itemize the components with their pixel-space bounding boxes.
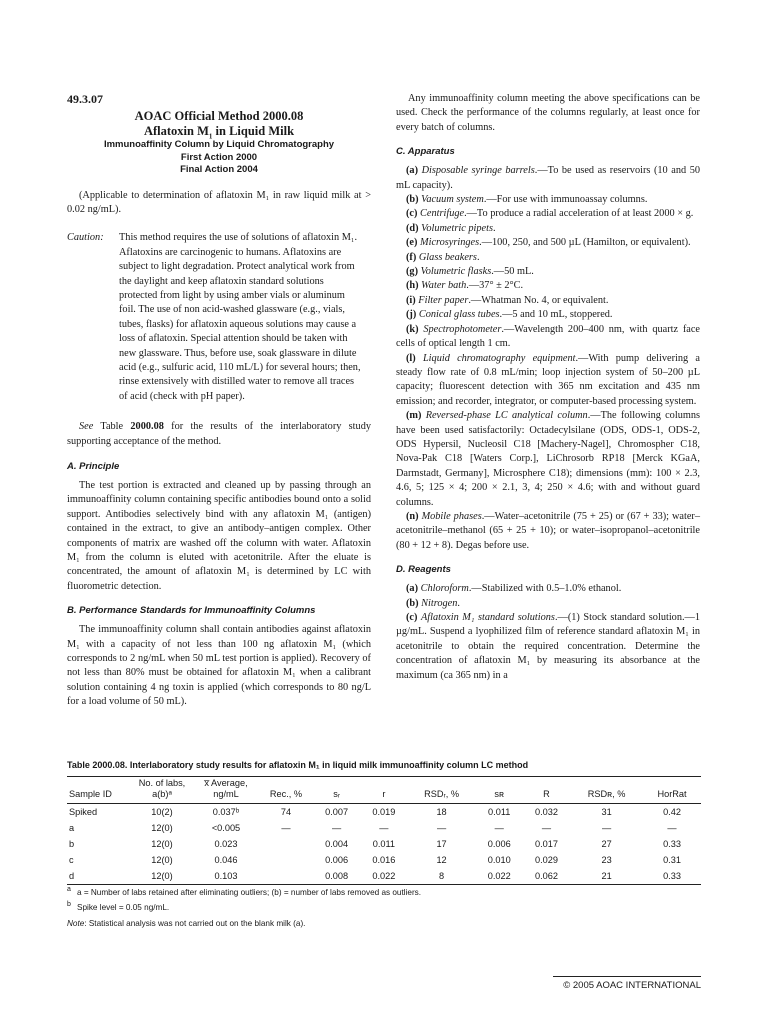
reagent-item-a: (a) Chloroform.—Stabilized with 0.5–1.0% ethanol. <box>406 583 622 595</box>
table-footnotes <box>67 887 701 930</box>
table-cell: 12(0) <box>151 823 173 833</box>
apparatus-item-h: (h) Water bath.—37° ± 2°C. <box>406 280 524 292</box>
copyright: © 2005 AOAC INTERNATIONAL <box>563 980 701 991</box>
table-cell: 0.33 <box>663 839 681 849</box>
apparatus-item-e: (e) Microsyringes.—100, 250, and 500 µL (Hamilton, or equivalent). <box>406 237 691 249</box>
table-cell: 0.33 <box>663 871 681 881</box>
table-cell: c <box>69 855 74 865</box>
table-cell: 0.046 <box>214 855 238 865</box>
table-header-row <box>67 777 701 804</box>
right-column <box>396 92 700 683</box>
apparatus-item-m: (m) Reversed-phase LC analytical column.—The following columns have been used satisfactorily: Octadecylsilane (ODS, ODS-1, ODS-2, ODS Hypersil, Nucleosil C18 [Machery-Nagel], Chromospher C18, Nova-Pak C18 [Waters Corp.], LiChrosorb RP18 [Merck KGaA, Darmstadt, Germany], Microsphere C18); dimensions (mm): 100 × 2.3, 4.6, 5; 125 × 4; 200 × 2.1, 3, 4; 250 × 4.6; with and without guard columns. <box>396 410 701 508</box>
header-R: R <box>543 789 550 799</box>
table-cell: 0.010 <box>487 855 511 865</box>
header-sr: sᵣ <box>333 789 341 799</box>
table-cell: 12(0) <box>151 839 173 849</box>
table-cell: 0.019 <box>372 807 396 817</box>
table-cell: — <box>281 823 291 833</box>
header-rsdr: RSDᵣ, % <box>424 789 459 799</box>
caution-text: This method requires the use of solutions of aflatoxin M₁. Aflatoxins are carcinogenic to humans. Aflatoxins are subject to light degradation. Protect analytical work from the daylight and keep aflatoxin standard solutions protected from light by using amber vials or aluminum foil. The use of non acid-washed glassware (e.g., vials, tubes, flasks) for aflatoxin aqueous solutions may cause a loss of aflatoxin. Special attention should be taken with new glassware. Thus, before use, soak glassware in dilute acid (e.g., sulfuric acid, 110 mL/L) for several hours; then, rinse extensively with distilled water to remove all traces of acid (check with pH paper). <box>119 232 361 402</box>
table-cell: a <box>69 823 75 833</box>
performance-text: The immunoaffinity column shall contain antibodies against aflatoxin M₁ with a capacity of not less than 100 ng aflatoxin M₁ (which corresponds to 2 ng/mL when 50 mL test portion is applied). Recovery of not less than 80% must be obtained for aflatoxin M₁ when a calibrant solution containing 4 ng toxin is applied (which corresponds to 80 ng/L for a load volume of 50 mL). <box>67 624 371 708</box>
table-cell: — <box>332 823 342 833</box>
table-row <box>67 804 701 821</box>
table-cell: 8 <box>438 871 445 881</box>
apparatus-item-k: (k) Spectrophotometer.—Wavelength 200–400 nm, with quartz face cells of optical length 1 cm. <box>396 323 700 350</box>
table-cell: d <box>69 871 75 881</box>
final-action: Final Action 2004 <box>180 164 258 175</box>
reagents-list <box>396 582 700 683</box>
table-cell: 0.032 <box>534 807 558 817</box>
table-row <box>67 820 701 836</box>
performance-heading: B. Performance Standards for Immunoaffinity Columns <box>67 605 316 617</box>
table-cell: 0.103 <box>214 871 238 881</box>
reagent-item-c: (c) Aflatoxin M₁ standard solutions.—(1) Stock standard solution.—1 µg/mL. Suspend a lyophilized film of reference standard aflatoxin M₁ in acetonitrile to obtain the required concentration. Determine the concentration of aflatoxin M₁ by measuring its absorbance at the maximum (ca 365 nm) in a <box>396 612 700 681</box>
table-cell: 0.004 <box>325 839 349 849</box>
header-average: x̅ Average, ng/mL <box>204 778 248 799</box>
table-cell: 27 <box>601 839 612 849</box>
reagents-heading: D. Reagents <box>396 564 451 576</box>
apparatus-item-l: (l) Liquid chromatography equipment.—With pump delivering a steady flow rate of 0.8 mL/min; loop injection system of 50–200 µL capacity; fluorescent detection with 365 nm excitation and 435 nm emission; and recorder, integrator, or computer-based processing system. <box>396 352 700 407</box>
table-cell: 21 <box>601 871 612 881</box>
table-cell: 0.062 <box>534 871 558 881</box>
table-cell: — <box>436 823 447 833</box>
table-note: Note: Statistical analysis was not carried out on the blank milk (a). <box>67 919 306 928</box>
table-cell: — <box>541 823 552 833</box>
apparatus-item-j: (j) Conical glass tubes.—5 and 10 mL, stoppered. <box>406 309 613 321</box>
footnote-a: a a = Number of labs retained after eliminating outliers; (b) = number of labs removed as outliers. <box>67 886 422 897</box>
method-subtitle: Immunoaffinity Column by Liquid Chromatography <box>103 139 335 150</box>
table-cell: — <box>667 823 677 833</box>
table-cell: 0.017 <box>534 839 558 849</box>
apparatus-list <box>396 164 700 553</box>
table-cell: 74 <box>280 807 292 817</box>
table-cell: 0.006 <box>325 855 349 865</box>
caution-label: Caution: <box>67 232 104 244</box>
table-row <box>67 852 701 868</box>
apparatus-item-f: (f) Glass beakers. <box>406 251 480 263</box>
table-cell: 18 <box>436 807 447 817</box>
table-cell: 10(2) <box>151 807 173 817</box>
column-spec-text: Any immunoaffinity column meeting the above specifications can be used. Check the performance of the columns regularly, at least once for every batch of columns. <box>396 93 700 133</box>
header-r: r <box>382 789 386 799</box>
table-cell: <0.005 <box>211 823 241 833</box>
applicability-text: (Applicable to determination of aflatoxin M₁ in raw liquid milk at > 0.02 ng/mL). <box>67 189 371 215</box>
table-cell: 0.31 <box>663 855 681 865</box>
header-recovery: Rec., % <box>269 789 303 799</box>
table-cell: Spiked <box>69 807 98 817</box>
apparatus-item-n: (n) Mobile phases.—Water–acetonitrile (75 + 25) or (67 + 33); water–acetonitrile–methanol (65 + 25 + 10); or water–isopropanol–acetonitrile (80 + 12 + 8). Degas before use. <box>396 510 700 551</box>
table-cell: — <box>601 823 612 833</box>
section-number: 49.3.07 <box>67 92 103 106</box>
table-cell: 0.006 <box>487 839 511 849</box>
analyte-title: Aflatoxin $M_1$ in Liquid Milk <box>143 124 295 141</box>
caution-block <box>67 231 371 404</box>
table-cell: 0.029 <box>534 855 558 865</box>
header-sR: sʀ <box>494 789 504 799</box>
principle-text: The test portion is extracted and cleaned up by passing through an immunoaffinity column containing specific antibodies bound onto a solid support. Antibodies selectively bind with any aflatoxin M₁ (antigen) contained in the extract, to give an antibody–antigen complex. Other components of matrix are washed off the column with water. Aflatoxin M₁ from the column is eluted with acetonitrile. After the eluate is concentrated, the amount of aflatoxin M₁ is determined by LC with fluorometric detection. <box>67 480 371 592</box>
table-cell: 0.42 <box>663 807 681 817</box>
apparatus-item-c: (c) Centrifuge.—To produce a radial acceleration of at least 2000 × g. <box>406 208 694 220</box>
table-row <box>67 868 701 885</box>
table-row <box>67 836 701 852</box>
table-cell: — <box>494 823 504 833</box>
table-cell: 0.037ᵇ <box>212 807 240 817</box>
apparatus-item-b: (b) Vacuum system.—For use with immunoassay columns. <box>406 194 648 206</box>
table-cell: 12(0) <box>151 855 173 865</box>
table-cell: 31 <box>601 807 612 817</box>
left-column <box>67 92 371 710</box>
apparatus-item-i: (i) Filter paper.—Whatman No. 4, or equivalent. <box>406 294 609 306</box>
reagent-item-b: (b) Nitrogen. <box>406 597 460 609</box>
apparatus-item-d: (d) Volumetric pipets. <box>406 222 496 234</box>
header-rsdR: RSDʀ, % <box>587 789 626 799</box>
table-cell: 0.007 <box>325 807 349 817</box>
see-table-text: See Table 2000.08 for the results of the interlaboratory study supporting acceptance of the method. <box>67 421 371 447</box>
first-action: First Action 2000 <box>180 151 258 163</box>
footer-rule <box>553 976 701 977</box>
apparatus-item-g: (g) Volumetric flasks.—50 mL. <box>406 266 534 278</box>
table-cell: 12(0) <box>151 871 173 881</box>
principle-heading: A. Principle <box>67 461 120 472</box>
footnote-b: b Spike level = 0.05 ng/mL. <box>67 901 170 912</box>
table-cell: 12 <box>436 855 447 865</box>
table-caption: Table 2000.08. Interlaboratory study results for aflatoxin M₁ in liquid milk immunoaffinity column LC method <box>67 760 529 770</box>
table-cell: — <box>379 823 389 833</box>
header-horrat: HorRat <box>657 789 687 799</box>
table-cell: 0.011 <box>372 839 396 849</box>
header-sample-id: Sample ID <box>69 789 112 799</box>
table-cell: 23 <box>601 855 612 865</box>
method-title: AOAC Official Method 2000.08 <box>134 109 304 123</box>
table-cell <box>259 868 313 885</box>
table-cell: 0.023 <box>214 839 238 849</box>
table-cell: 0.022 <box>372 871 396 881</box>
header-labs: No. of labs, a(b)ᵃ <box>138 778 186 799</box>
table-cell <box>259 836 313 852</box>
apparatus-heading: C. Apparatus <box>396 146 455 158</box>
table-cell: 17 <box>436 839 447 849</box>
results-table <box>67 776 701 885</box>
table-cell: 0.011 <box>488 807 511 817</box>
table-cell: 0.016 <box>372 855 396 865</box>
table-cell: b <box>69 839 75 849</box>
table-cell: 0.022 <box>487 871 511 881</box>
results-table-section <box>67 760 701 930</box>
table-cell <box>259 852 313 868</box>
table-cell: 0.008 <box>325 871 349 881</box>
apparatus-item-a: (a) Disposable syringe barrels.—To be used as reservoirs (10 and 50 mL capacity). <box>396 165 700 191</box>
